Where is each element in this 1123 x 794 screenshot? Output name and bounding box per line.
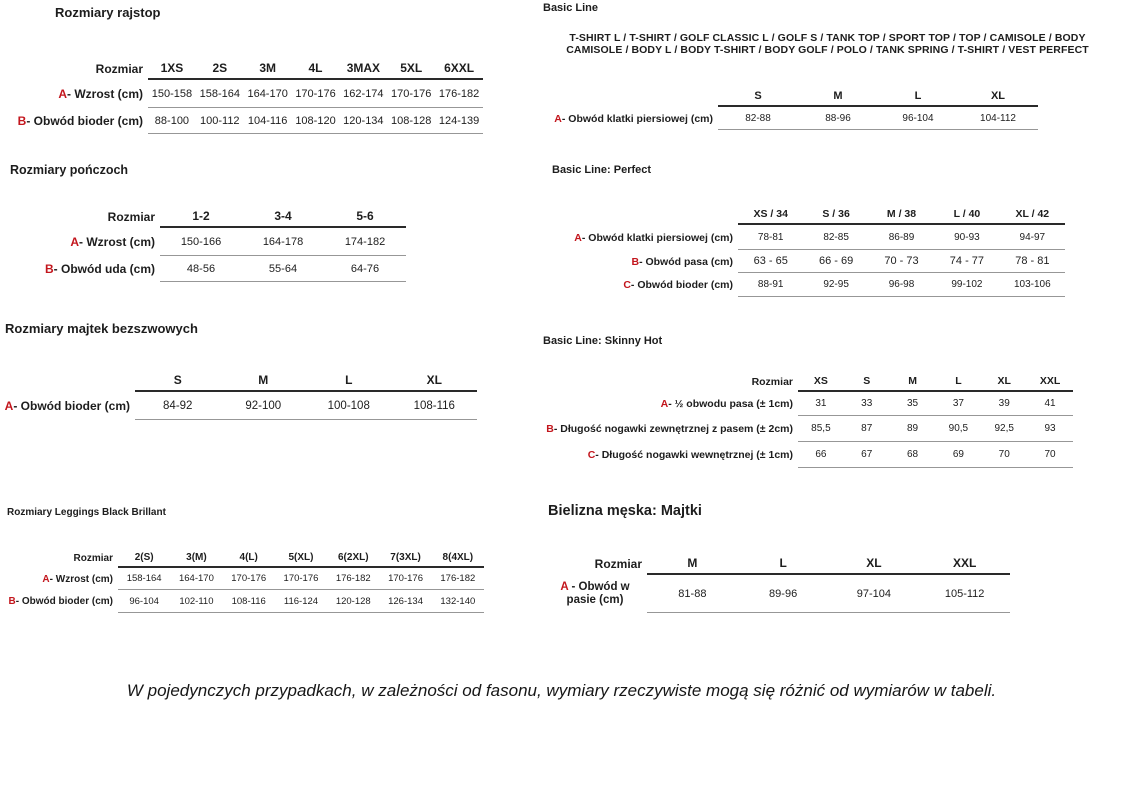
cell-value: 158-164 xyxy=(126,573,162,584)
cell-value: 92,5 xyxy=(994,423,1014,434)
row-label xyxy=(8,228,160,256)
cell-value: 69 xyxy=(952,449,964,460)
column-header: XXL xyxy=(1039,375,1061,387)
disclaimer-footnote: W pojedynczych przypadkach, w zależności od fasonu, wymiary rzeczywiste mogą się różnić od wymiarów w tabeli. xyxy=(126,681,997,700)
cell-value: 92-95 xyxy=(823,279,849,290)
row-label xyxy=(560,225,738,250)
cell-value: 55-64 xyxy=(268,262,298,275)
column-header: S xyxy=(863,375,871,387)
table-header-row xyxy=(540,371,1073,392)
column-header: 5XL xyxy=(400,61,423,75)
column-header: 8(4XL) xyxy=(442,552,474,563)
cell-value: 126-134 xyxy=(388,595,423,607)
cell-value: 68 xyxy=(907,449,919,460)
column-headers xyxy=(738,202,1065,225)
cell-value: 85,5 xyxy=(811,423,831,434)
basic-line-products-list: T-SHIRT L / T-SHIRT / GOLF CLASSIC L / GOLF S / TANK TOP / SPORT TOP / TOP / CAMISOLE / BODY CAMISOLE / BODY L / BODY T-SHIRT / BODY GOLF / POLO / TANK SPRING / T-SHIRT / VEST PERFECT xyxy=(566,32,1089,56)
table-row xyxy=(540,416,1073,442)
row-label-text: - Długość nogawki zewnętrznej z pasem (± 2cm) xyxy=(553,423,793,435)
row-values xyxy=(798,392,1073,416)
table-header-row xyxy=(8,54,483,80)
cell-value: 164-170 xyxy=(178,573,214,584)
row-values xyxy=(148,108,483,134)
cell-value: 162-174 xyxy=(343,87,384,100)
cell-value: 170-176 xyxy=(283,573,319,584)
cell-value: 176-182 xyxy=(438,87,480,100)
cell-value: 87 xyxy=(861,423,873,434)
column-header: S xyxy=(754,90,762,102)
row-values xyxy=(135,392,477,420)
column-header: XL xyxy=(997,375,1011,387)
cell-value: 41 xyxy=(1044,398,1056,409)
table-rajstopy xyxy=(8,54,483,134)
column-header: M xyxy=(908,375,917,387)
row-label xyxy=(540,442,798,468)
row-values xyxy=(798,442,1073,468)
measure-letter: B xyxy=(631,255,640,268)
row-values xyxy=(738,225,1065,250)
cell-value: 132-140 xyxy=(440,595,476,607)
cell-value: 67 xyxy=(861,449,873,460)
cell-value: 88-91 xyxy=(757,279,784,290)
row-label-text: - Wzrost (cm) xyxy=(79,235,155,249)
row-label xyxy=(7,568,118,590)
corner-label xyxy=(0,368,135,392)
cell-value: 124-139 xyxy=(438,114,480,127)
measure-letter: C xyxy=(587,449,596,461)
measure-letter: B xyxy=(45,262,54,276)
cell-value: 164-170 xyxy=(247,87,288,100)
row-values xyxy=(118,568,484,590)
cell-value: 89 xyxy=(907,423,919,434)
table-title-bielizna-meska: Bielizna męska: Majtki xyxy=(548,503,702,519)
row-label-text: - Obwód klatki piersiowej (cm) xyxy=(561,112,713,125)
cell-value: 70 xyxy=(998,449,1010,460)
table-row xyxy=(8,80,483,108)
table-basic-line-perfect xyxy=(560,202,1065,297)
cell-value: 170-176 xyxy=(391,87,432,100)
cell-value: 64-76 xyxy=(350,262,380,275)
row-values xyxy=(738,273,1065,297)
column-headers xyxy=(118,547,484,568)
column-header: XL xyxy=(990,90,1006,102)
row-label-text: - Obwód bioder (cm) xyxy=(26,114,143,128)
row-label-text: - Obwód pasa (cm) xyxy=(639,255,733,268)
measure-letter: C xyxy=(623,279,631,291)
column-header: 6XXL xyxy=(444,61,475,75)
cell-value: 82-88 xyxy=(745,112,771,124)
row-label-text: - Obwód uda (cm) xyxy=(53,262,155,276)
measure-letter: A xyxy=(560,581,569,593)
table-row xyxy=(8,108,483,134)
row-label-text: - Wzrost (cm) xyxy=(67,87,143,101)
cell-value: 90,5 xyxy=(948,423,969,434)
cell-value: 90-93 xyxy=(954,231,980,243)
table-header-row xyxy=(560,202,1065,225)
cell-value: 99-102 xyxy=(951,279,983,290)
column-header: 5-6 xyxy=(356,209,374,223)
column-header: L xyxy=(345,373,353,387)
column-header: L xyxy=(779,556,787,570)
cell-value: 82-85 xyxy=(823,231,849,243)
row-values xyxy=(718,107,1038,130)
table-row xyxy=(540,392,1073,416)
measure-letter: B xyxy=(17,114,27,128)
table-title-leggings: Rozmiary Leggings Black Brillant xyxy=(7,507,166,518)
cell-value: 176-182 xyxy=(335,573,371,584)
table-header-row xyxy=(0,368,477,392)
row-label xyxy=(540,416,798,442)
row-label xyxy=(7,590,118,613)
column-header: 3(M) xyxy=(186,552,207,563)
measure-letter: A xyxy=(42,573,50,585)
cell-value: 174-182 xyxy=(344,235,386,248)
table-row xyxy=(8,228,406,256)
corner-label: Rozmiar xyxy=(107,210,155,224)
table-header-row xyxy=(548,547,1010,575)
cell-value: 37 xyxy=(952,398,964,409)
table-row xyxy=(560,225,1065,250)
cell-value: 89-96 xyxy=(769,587,798,600)
table-header-row xyxy=(8,205,406,228)
row-label-text: - ½ obwodu pasa (± 1cm) xyxy=(668,398,793,410)
measure-letter: A xyxy=(554,112,562,125)
measure-letter: A xyxy=(574,231,582,244)
column-headers xyxy=(718,85,1038,107)
column-header: XL xyxy=(426,373,442,387)
cell-value: 94-97 xyxy=(1019,231,1046,243)
cell-value: 70 - 73 xyxy=(884,255,919,267)
table-header-row xyxy=(7,547,484,568)
measure-letter: B xyxy=(8,596,16,607)
column-header: XS xyxy=(813,375,828,387)
corner-label: Rozmiar xyxy=(73,553,113,564)
cell-value: 108-116 xyxy=(231,595,266,607)
cell-value: 104-116 xyxy=(247,114,288,127)
row-label xyxy=(545,107,718,130)
cell-value: 88-96 xyxy=(825,112,851,124)
corner-label: Rozmiar xyxy=(751,376,793,388)
table-title-ponczochy: Rozmiary pończoch xyxy=(10,163,129,177)
row-values xyxy=(798,416,1073,442)
column-header: M / 38 xyxy=(886,208,917,220)
table-title-rajstopy: Rozmiary rajstop xyxy=(55,5,161,20)
column-header: 4L xyxy=(308,61,323,75)
cell-value: 96-104 xyxy=(902,112,934,124)
table-title-basic-line: Basic Line xyxy=(543,2,599,14)
column-header: 4(L) xyxy=(239,552,258,563)
column-header: M xyxy=(833,90,843,102)
cell-value: 86-89 xyxy=(888,231,915,243)
corner-label xyxy=(560,202,738,225)
row-label xyxy=(540,392,798,416)
column-header: XL xyxy=(866,556,882,570)
cell-value: 78 - 81 xyxy=(1015,255,1050,267)
table-title-majtki-bezszwowe: Rozmiary majtek bezszwowych xyxy=(5,321,198,336)
row-label xyxy=(8,256,160,282)
cell-value: 150-166 xyxy=(180,235,222,248)
table-row xyxy=(560,250,1065,273)
cell-value: 81-88 xyxy=(678,587,707,600)
cell-value: 66 - 69 xyxy=(818,255,854,267)
corner-label: Rozmiar xyxy=(95,62,143,76)
column-headers xyxy=(647,547,1010,575)
row-label-text: - Wzrost (cm) xyxy=(49,573,113,585)
cell-value: 48-56 xyxy=(186,262,216,275)
column-header: XS / 34 xyxy=(753,208,788,220)
column-header: S xyxy=(173,373,182,387)
cell-value: 158-164 xyxy=(199,87,240,100)
table-header-row xyxy=(545,85,1038,107)
column-headers xyxy=(160,205,406,228)
row-values xyxy=(647,575,1010,613)
column-header: XXL xyxy=(952,556,977,570)
corner-label: Rozmiar xyxy=(594,557,642,571)
table-majtki-bezszwowe xyxy=(0,368,477,420)
corner-label xyxy=(545,85,718,107)
column-header: 3M xyxy=(259,61,276,75)
column-header: 1-2 xyxy=(192,209,210,223)
row-values xyxy=(160,228,406,256)
column-header: 1XS xyxy=(160,61,184,75)
row-label xyxy=(8,80,148,108)
cell-value: 116-124 xyxy=(283,595,319,607)
measure-letter: A xyxy=(4,399,14,413)
cell-value: 108-116 xyxy=(413,399,455,412)
table-row xyxy=(545,107,1038,130)
table-title-basic-line-skinny-hot: Basic Line: Skinny Hot xyxy=(543,335,663,347)
row-label-text: - Obwód w pasie (cm) xyxy=(566,581,630,606)
column-headers xyxy=(148,54,483,80)
cell-value: 170-176 xyxy=(388,573,423,584)
cell-value: 97-104 xyxy=(856,587,891,600)
table-row xyxy=(548,575,1010,613)
table-row xyxy=(8,256,406,282)
cell-value: 39 xyxy=(998,398,1010,409)
row-label-text: - Obwód bioder (cm) xyxy=(630,279,733,291)
measure-letter: A xyxy=(58,87,67,101)
cell-value: 150-158 xyxy=(151,87,193,100)
cell-value: 93 xyxy=(1044,423,1056,434)
row-values xyxy=(148,80,483,108)
row-values xyxy=(738,250,1065,273)
column-header: S / 36 xyxy=(822,208,850,220)
cell-value: 170-176 xyxy=(231,573,267,584)
column-header: XL / 42 xyxy=(1015,208,1050,220)
cell-value: 33 xyxy=(861,398,873,409)
cell-value: 92-100 xyxy=(245,399,282,412)
cell-value: 35 xyxy=(907,398,919,409)
row-label xyxy=(560,250,738,273)
cell-value: 31 xyxy=(815,398,827,409)
row-label xyxy=(560,273,738,297)
table-bielizna-meska xyxy=(548,547,1010,613)
cell-value: 84-92 xyxy=(163,399,193,412)
cell-value: 105-112 xyxy=(944,587,985,600)
column-header: 2(S) xyxy=(134,552,154,563)
cell-value: 176-182 xyxy=(440,573,476,584)
row-values xyxy=(160,256,406,282)
cell-value: 66 xyxy=(815,449,827,460)
row-label-text: - Obwód bioder (cm) xyxy=(15,596,113,607)
column-header: L xyxy=(955,375,962,387)
cell-value: 74 - 77 xyxy=(949,255,985,267)
column-header: 3-4 xyxy=(274,209,292,223)
column-header: 5(XL) xyxy=(288,552,314,563)
column-header: 6(2XL) xyxy=(337,552,369,563)
row-label xyxy=(548,575,647,613)
cell-value: 170-176 xyxy=(295,87,336,100)
measure-letter: B xyxy=(546,423,554,435)
cell-value: 164-178 xyxy=(262,235,304,248)
table-row xyxy=(560,273,1065,297)
cell-value: 108-120 xyxy=(295,114,336,127)
cell-value: 120-134 xyxy=(343,114,384,127)
measure-letter: A xyxy=(70,235,79,249)
cell-value: 102-110 xyxy=(179,595,214,607)
table-row xyxy=(7,590,484,613)
column-header: L xyxy=(914,90,922,102)
column-header: 7(3XL) xyxy=(390,552,421,563)
row-label xyxy=(8,108,148,134)
row-label xyxy=(0,392,135,420)
row-label-text: - Długość nogawki wewnętrznej (± 1cm) xyxy=(595,449,793,461)
cell-value: 88-100 xyxy=(154,114,190,127)
row-label-text: - Obwód klatki piersiowej (cm) xyxy=(581,231,733,244)
table-row xyxy=(540,442,1073,468)
table-row xyxy=(7,568,484,590)
measure-letter: A xyxy=(660,398,669,410)
column-header: L / 40 xyxy=(953,208,981,220)
cell-value: 96-98 xyxy=(888,279,915,290)
cell-value: 100-112 xyxy=(200,114,240,127)
row-values xyxy=(118,590,484,613)
table-row xyxy=(0,392,477,420)
column-header: 3MAX xyxy=(346,61,381,75)
cell-value: 96-104 xyxy=(129,595,159,607)
table-leggings xyxy=(7,547,484,613)
table-basic-line xyxy=(545,85,1038,130)
column-header: 2S xyxy=(212,61,228,75)
table-basic-line-skinny-hot xyxy=(540,371,1073,468)
table-ponczochy xyxy=(8,205,406,282)
column-header: M xyxy=(258,373,269,387)
table-title-basic-line-perfect: Basic Line: Perfect xyxy=(552,164,652,176)
column-header: M xyxy=(687,556,698,570)
cell-value: 120-128 xyxy=(335,595,371,607)
cell-value: 100-108 xyxy=(327,399,370,412)
cell-value: 108-128 xyxy=(391,114,432,127)
cell-value: 63 - 65 xyxy=(753,255,788,267)
column-headers xyxy=(798,371,1073,392)
cell-value: 78-81 xyxy=(757,231,784,243)
row-label-text: - Obwód bioder (cm) xyxy=(13,399,130,413)
cell-value: 104-112 xyxy=(980,112,1016,124)
cell-value: 103-106 xyxy=(1013,279,1051,290)
cell-value: 70 xyxy=(1044,449,1056,460)
column-headers xyxy=(135,368,477,392)
